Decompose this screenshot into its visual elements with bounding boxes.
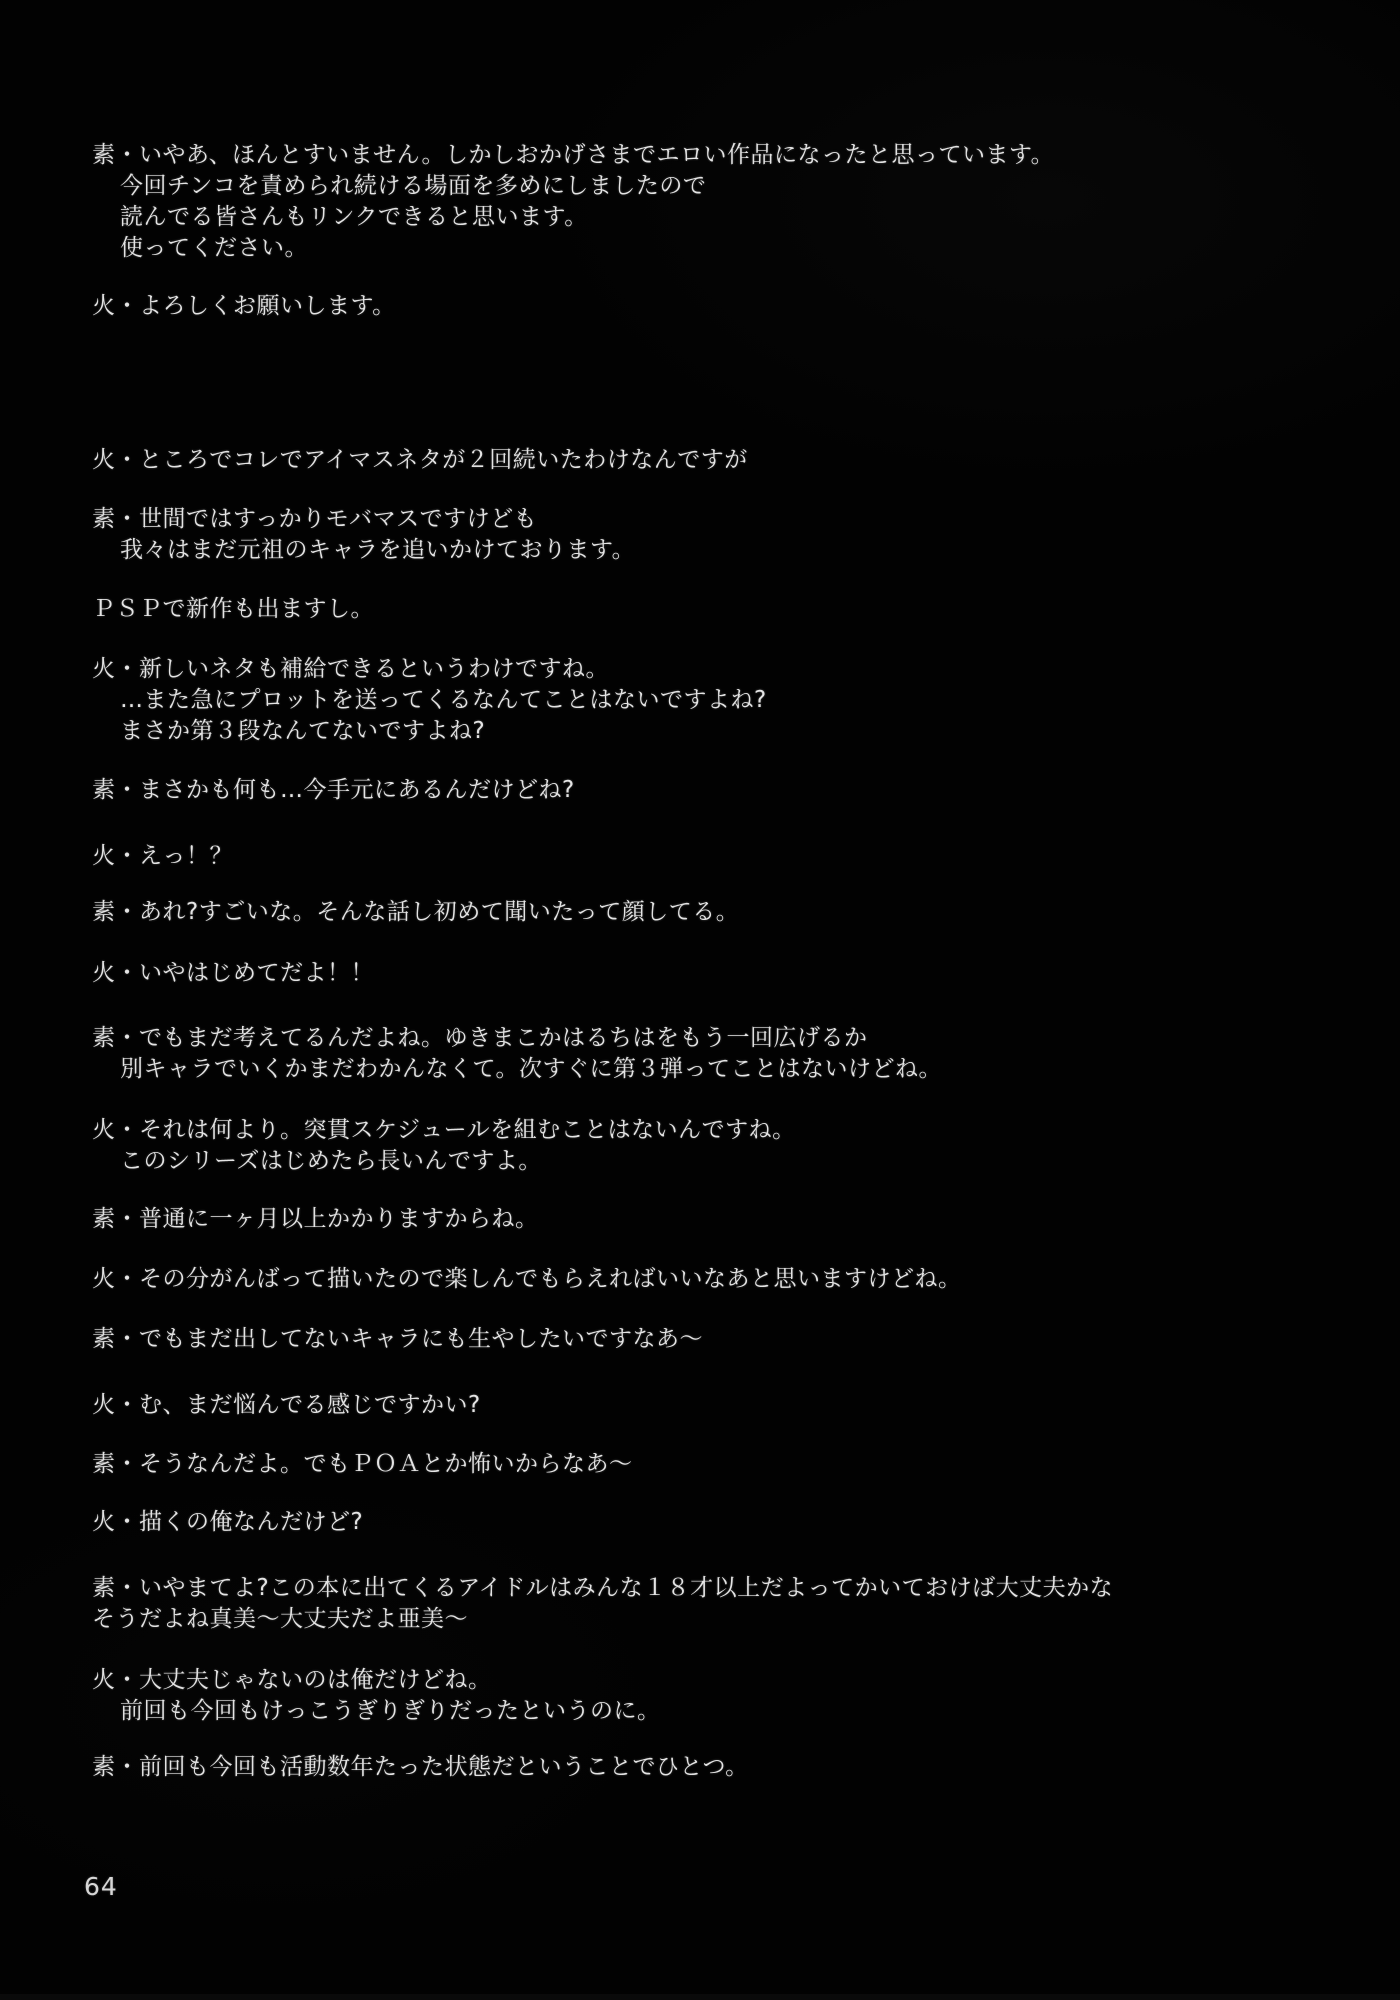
dialogue-paragraph bbox=[92, 140, 1360, 264]
scan-edge-artifact bbox=[0, 1994, 1400, 2000]
dialogue-paragraph bbox=[92, 1665, 1360, 1727]
dialogue-line: …また急にプロットを送ってくるなんてことはないですよね? bbox=[120, 687, 767, 713]
dialogue-line: 素・前回も今回も活動数年たった状態だということでひとつ。 bbox=[92, 1754, 749, 1780]
dialogue-paragraph bbox=[92, 504, 1360, 566]
dialogue-line: 使ってください。 bbox=[120, 235, 308, 261]
dialogue-paragraph bbox=[92, 1324, 1360, 1355]
dialogue-line: 火・ところでコレでアイマスネタが２回続いたわけなんですが bbox=[92, 447, 748, 473]
dialogue-paragraph bbox=[92, 897, 1360, 928]
dialogue-paragraph bbox=[92, 1115, 1360, 1177]
dialogue-paragraph bbox=[92, 1204, 1360, 1235]
dialogue-line: 素・世間ではすっかりモバマスですけども bbox=[92, 506, 538, 532]
dialogue-line: 我々はまだ元祖のキャラを追いかけております。 bbox=[120, 537, 636, 563]
dialogue-line: このシリーズはじめたら長いんですよ。 bbox=[120, 1148, 542, 1174]
page-number: 64 bbox=[84, 1872, 118, 1901]
dialogue-line: 火・よろしくお願いします。 bbox=[92, 293, 396, 319]
dialogue-paragraph bbox=[92, 291, 1360, 322]
dialogue-line: 火・その分がんばって描いたので楽しんでもらえればいいなあと思いますけどね。 bbox=[92, 1266, 962, 1292]
dialogue-paragraph bbox=[92, 654, 1360, 747]
dialogue-line: 素・あれ?すごいな。そんな話し初めて聞いたって顔してる。 bbox=[92, 899, 740, 925]
dialogue-paragraph bbox=[92, 1023, 1360, 1085]
dialogue-line: 火・大丈夫じゃないのは俺だけどね。 bbox=[92, 1667, 492, 1693]
dialogue-line: 素・普通に一ヶ月以上かかりますからね。 bbox=[92, 1206, 539, 1232]
dialogue-line: 素・いやあ、ほんとすいません。しかしおかげさまでエロい作品になったと思っています。 bbox=[92, 142, 1055, 168]
dialogue-line: ＰＳＰで新作も出ますし。 bbox=[92, 596, 374, 622]
dialogue-line: 素・いやまてよ?この本に出てくるアイドルはみんな１８才以上だよってかいておけば大丈夫かな bbox=[92, 1575, 1114, 1601]
dialogue-line: 火・いやはじめてだよ！！ bbox=[92, 960, 374, 986]
dialogue-line: 別キャラでいくかまだわかんなくて。次すぐに第３弾ってことはないけどね。 bbox=[120, 1056, 943, 1082]
dialogue-paragraph bbox=[92, 1752, 1360, 1783]
dialogue-line: 素・でもまだ考えてるんだよね。ゆきまこかはるちはをもう一回広げるか bbox=[92, 1025, 868, 1051]
dialogue-line: 火・えっ！？ bbox=[92, 843, 233, 869]
dialogue-paragraph bbox=[92, 445, 1360, 476]
dialogue-paragraph bbox=[92, 1390, 1360, 1421]
dialogue-paragraph bbox=[92, 1449, 1360, 1480]
dialogue-line: 火・新しいネタも補給できるというわけですね。 bbox=[92, 656, 609, 682]
dialogue-line: 素・そうなんだよ。でもＰＯＡとか怖いからなあ〜 bbox=[92, 1451, 633, 1477]
dialogue-line: まさか第３段なんてないですよね? bbox=[120, 718, 486, 744]
dialogue-line: 素・まさかも何も…今手元にあるんだけどね? bbox=[92, 777, 575, 803]
dialogue-paragraph bbox=[92, 1264, 1360, 1295]
dialogue-line: 前回も今回もけっこうぎりぎりだったというのに。 bbox=[120, 1698, 661, 1724]
dialogue-paragraph bbox=[92, 1573, 1360, 1635]
dialogue-paragraph bbox=[92, 841, 1360, 872]
dialogue-line: 読んでる皆さんもリンクできると思います。 bbox=[120, 204, 588, 230]
dialogue-paragraph bbox=[92, 958, 1360, 989]
dialogue-line: 今回チンコを責められ続ける場面を多めにしましたので bbox=[120, 173, 707, 199]
dialogue-paragraph bbox=[92, 775, 1360, 806]
dialogue-line: 火・む、まだ悩んでる感じですかい? bbox=[92, 1392, 481, 1418]
dialogue-paragraph bbox=[92, 1507, 1360, 1538]
dialogue-line: 素・でもまだ出してないキャラにも生やしたいですなあ〜 bbox=[92, 1326, 703, 1352]
dialogue-line: そうだよね真美〜大丈夫だよ亜美〜 bbox=[92, 1606, 468, 1632]
dialogue-paragraph bbox=[92, 594, 1360, 625]
dialogue-line: 火・描くの俺なんだけど? bbox=[92, 1509, 364, 1535]
dialogue-line: 火・それは何より。突貫スケジュールを組むことはないんですね。 bbox=[92, 1117, 796, 1143]
